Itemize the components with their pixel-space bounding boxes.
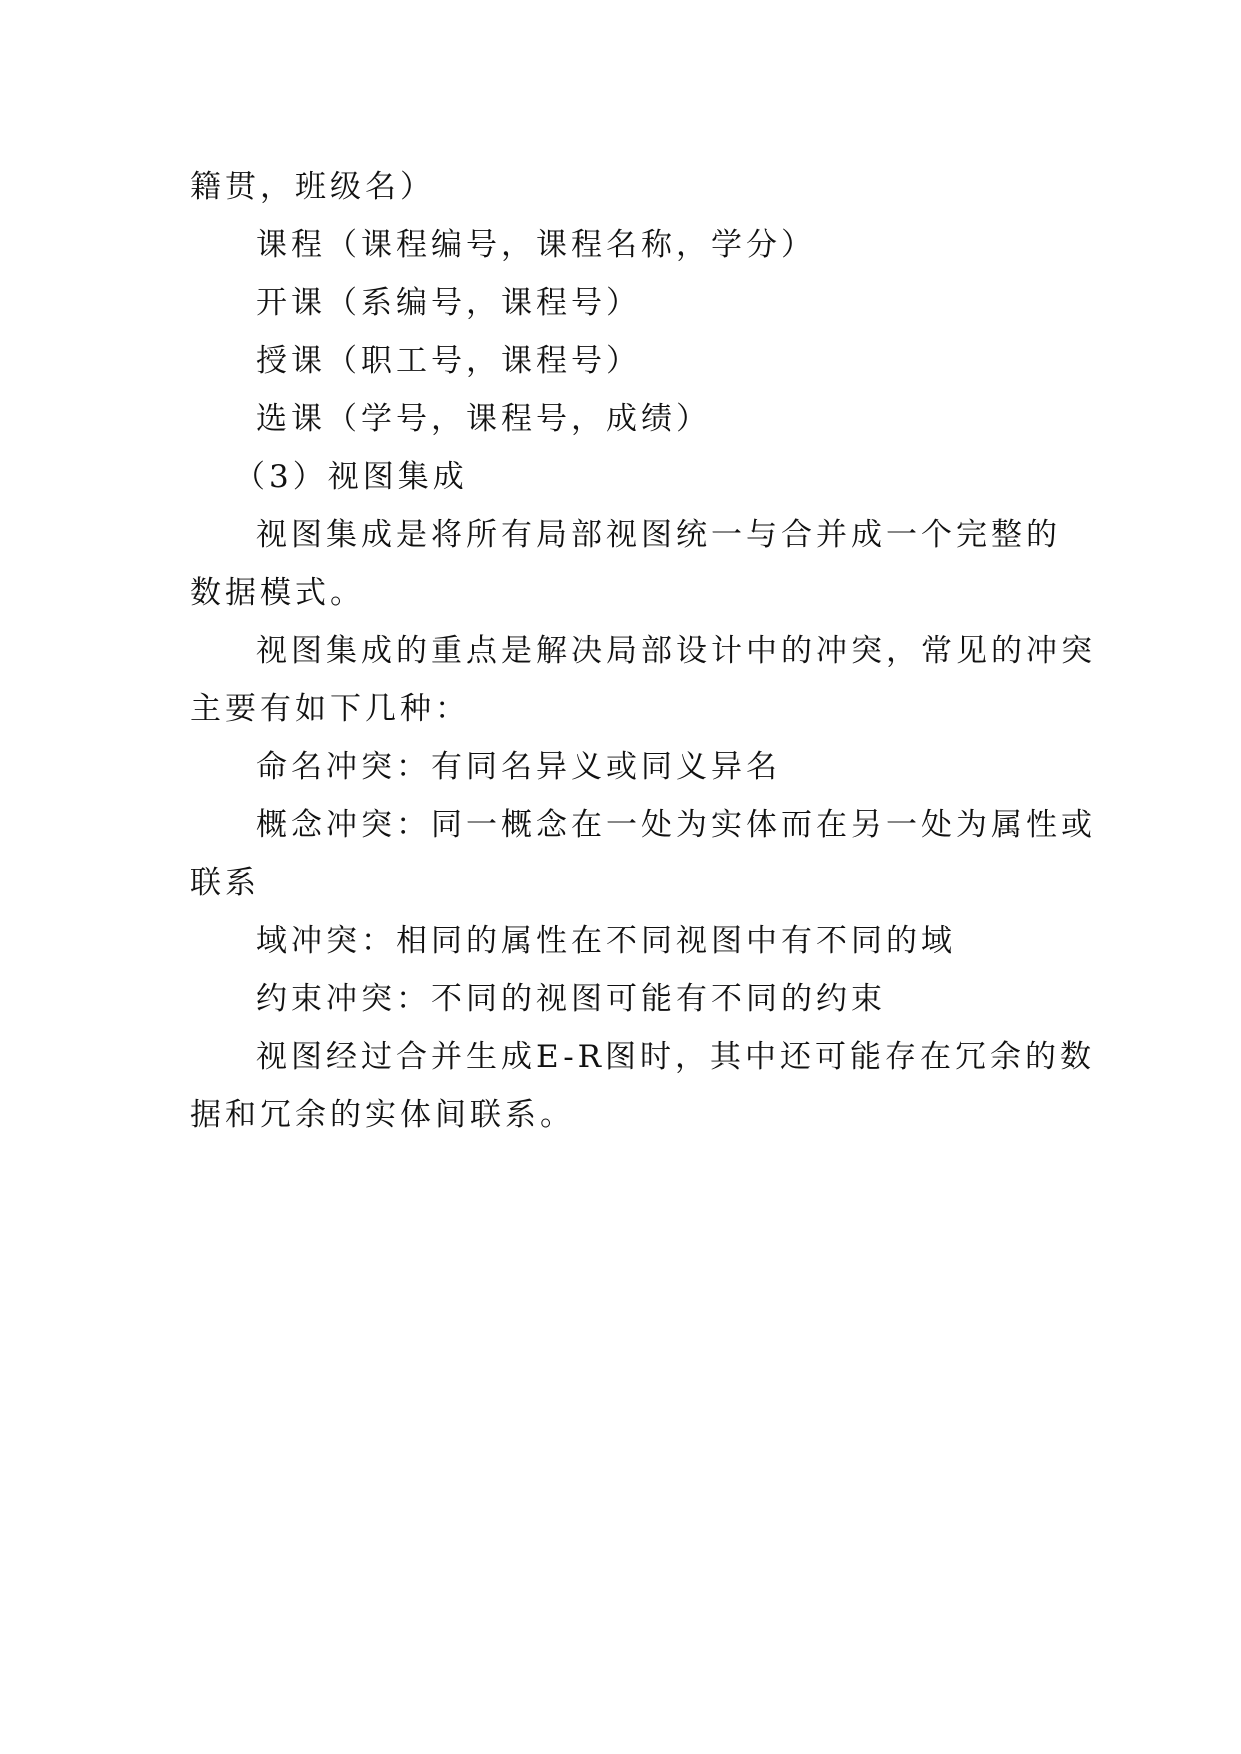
text-line: 视图集成的重点是解决局部设计中的冲突，常见的冲突	[256, 633, 1096, 669]
text-line: 数据模式。	[190, 575, 365, 611]
text-line: 据和冗余的实体间联系。	[190, 1097, 575, 1133]
section-heading: （3）视图集成	[234, 459, 468, 495]
text-line: 域冲突：相同的属性在不同视图中有不同的域	[256, 923, 956, 959]
text-line: 约束冲突：不同的视图可能有不同的约束	[256, 981, 886, 1017]
text-line: 视图集成是将所有局部视图统一与合并成一个完整的	[256, 517, 1061, 553]
text-line: 课程（课程编号，课程名称，学分）	[256, 227, 816, 263]
text-line: 概念冲突：同一概念在一处为实体而在另一处为属性或	[256, 807, 1096, 843]
text-line: 联系	[190, 865, 260, 901]
text-line: 籍贯，班级名）	[190, 169, 435, 205]
text-line: 命名冲突：有同名异义或同义异名	[256, 749, 781, 785]
text-line: 开课（系编号，课程号）	[256, 285, 641, 321]
text-line: 视图经过合并生成E-R图时，其中还可能存在冗余的数	[256, 1039, 1096, 1075]
body-text	[190, 158, 1096, 1144]
text-line: 选课（学号，课程号，成绩）	[256, 401, 711, 437]
text-line: 授课（职工号，课程号）	[256, 343, 641, 379]
text-line: 主要有如下几种：	[190, 691, 470, 727]
